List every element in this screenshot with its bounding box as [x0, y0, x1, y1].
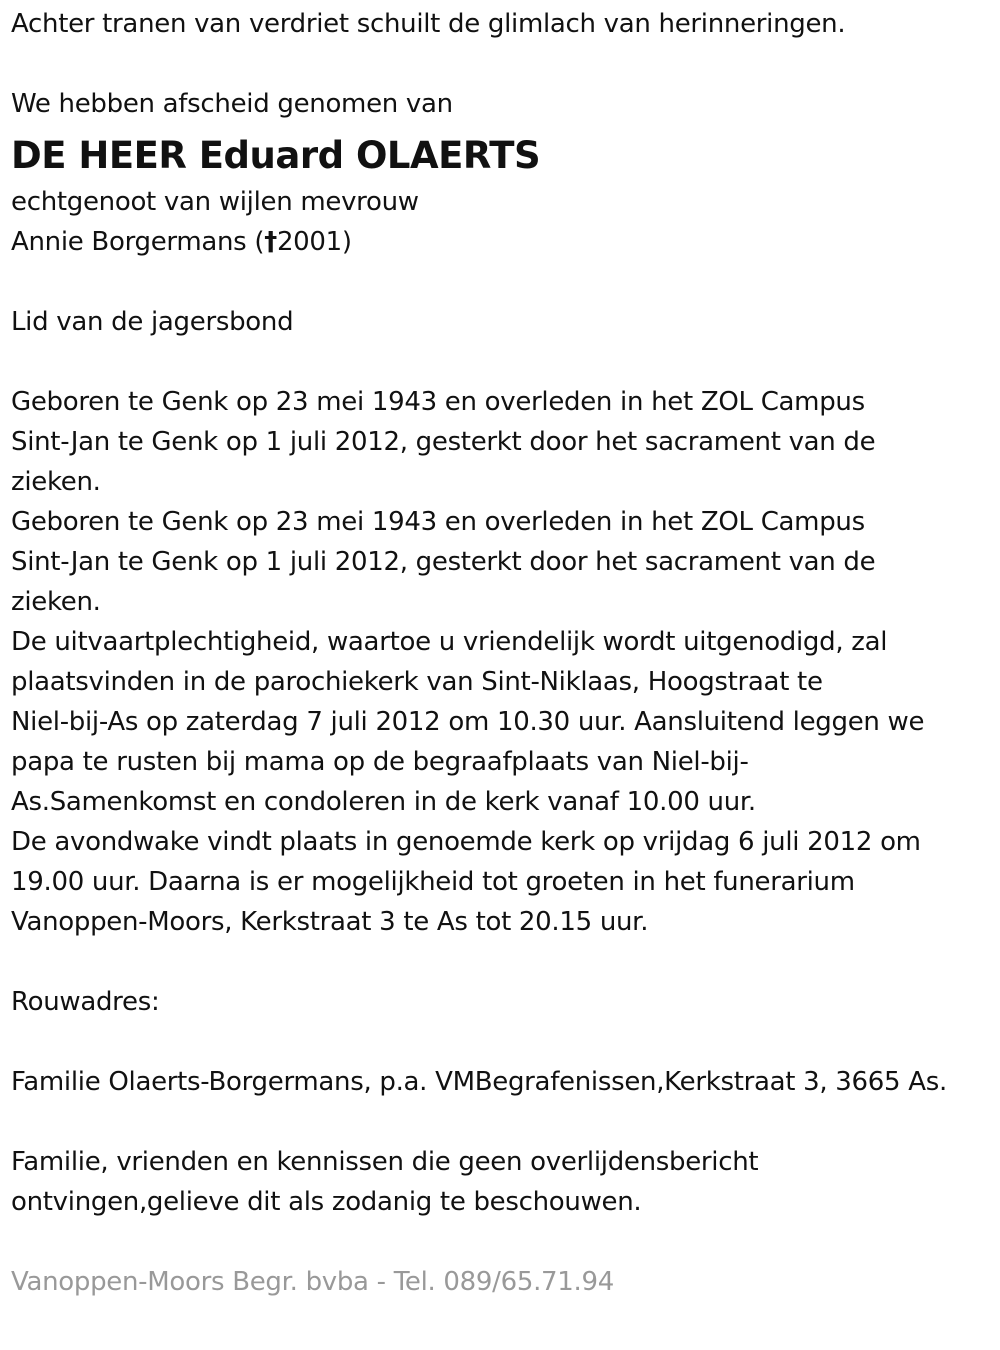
wake-line: De avondwake vindt plaats in genoemde kerk op vrijdag 6 juli 2012 om	[11, 827, 921, 857]
funeral-line: papa te rusten bij mama op de begraafplaats van Niel-bij-	[11, 747, 749, 777]
birth-death-line: zieken.	[11, 587, 101, 617]
spouse-line-1: echtgenoot van wijlen mevrouw	[11, 187, 419, 217]
funeral-line: As.Samenkomst en condoleren in de kerk vanaf 10.00 uur.	[11, 787, 756, 817]
closing-line: ontvingen,gelieve dit als zodanig te beschouwen.	[11, 1187, 642, 1217]
spouse-death-year: 2001)	[276, 227, 352, 257]
spouse-name: Annie Borgermans (	[11, 227, 265, 257]
deceased-name: DE HEER Eduard OLAERTS	[11, 134, 541, 177]
birth-death-line: Sint-Jan te Genk op 1 juli 2012, gesterkt door het sacrament van de	[11, 547, 876, 577]
birth-death-line: Geboren te Genk op 23 mei 1943 en overleden in het ZOL Campus	[11, 387, 865, 417]
birth-death-line: Geboren te Genk op 23 mei 1943 en overleden in het ZOL Campus	[11, 507, 865, 537]
death-notice	[11, 4, 996, 1302]
wake-line: 19.00 uur. Daarna is er mogelijkheid tot groeten in het funerarium	[11, 867, 855, 897]
wake-line: Vanoppen-Moors, Kerkstraat 3 te As tot 20.15 uur.	[11, 907, 649, 937]
quote: Achter tranen van verdriet schuilt de glimlach van herinneringen.	[11, 9, 846, 39]
footer-contact: Vanoppen-Moors Begr. bvba - Tel. 089/65.71.94	[11, 1267, 614, 1297]
intro: We hebben afscheid genomen van	[11, 89, 453, 119]
funeral-line: plaatsvinden in de parochiekerk van Sint-Niklaas, Hoogstraat te	[11, 667, 823, 697]
cross-icon: †	[264, 227, 277, 257]
funeral-line: Niel-bij-As op zaterdag 7 juli 2012 om 10.30 uur. Aansluitend leggen we	[11, 707, 925, 737]
spouse-line-2	[11, 222, 996, 262]
birth-death-line: Sint-Jan te Genk op 1 juli 2012, gesterkt door het sacrament van de	[11, 427, 876, 457]
address-label: Rouwadres:	[11, 987, 160, 1017]
membership: Lid van de jagersbond	[11, 307, 294, 337]
birth-death-line: zieken.	[11, 467, 101, 497]
funeral-line: De uitvaartplechtigheid, waartoe u vriendelijk wordt uitgenodigd, zal	[11, 627, 888, 657]
address: Familie Olaerts-Borgermans, p.a. VMBegrafenissen,Kerkstraat 3, 3665 As.	[11, 1067, 947, 1097]
closing-line: Familie, vrienden en kennissen die geen overlijdensbericht	[11, 1147, 759, 1177]
